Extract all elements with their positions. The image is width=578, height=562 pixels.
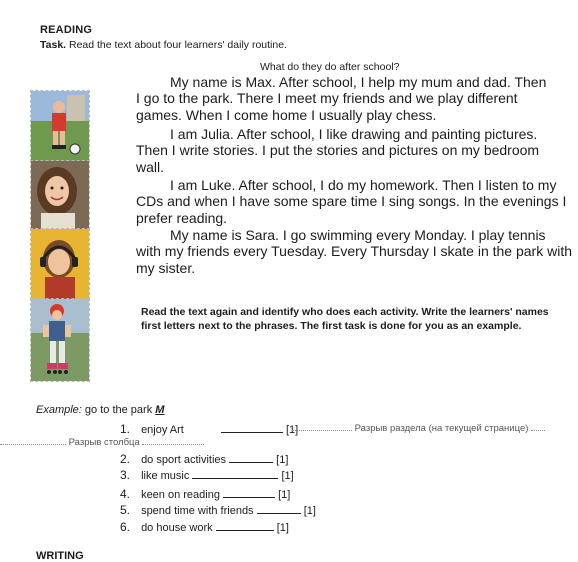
example-label: Example: xyxy=(36,404,82,416)
text-line: I go to the park. There I meet my friends and we play different xyxy=(136,90,518,107)
boy-football-photo xyxy=(30,90,90,162)
item-phrase: like music xyxy=(141,470,190,482)
item-mark: [1] xyxy=(276,454,289,466)
text-line: wall. xyxy=(136,158,165,175)
paragraph-max xyxy=(136,74,578,123)
text-line: games. When I come home I usually play chess. xyxy=(136,106,437,123)
item-mark: [1] xyxy=(286,424,299,436)
text-line: my sister. xyxy=(136,259,196,276)
item-phrase: spend time with friends xyxy=(141,505,254,517)
task-text: Read the text about four learners' daily routine. xyxy=(69,39,287,51)
answer-item-2 xyxy=(120,452,288,466)
column-break-label: Разрыв столбца xyxy=(68,437,140,448)
item-mark: [1] xyxy=(281,470,294,482)
item-phrase: do house work xyxy=(141,522,213,534)
item-phrase: enjoy Art xyxy=(141,424,184,436)
instruction-line: Read the text again and identify who does each activity. Write the learners' names xyxy=(141,306,549,318)
example-line xyxy=(36,404,164,416)
answer-item-4 xyxy=(120,487,290,501)
text-line: with my friends every Tuesday. Every Thursday I skate in the park with xyxy=(136,243,572,260)
answer-blank[interactable] xyxy=(216,520,274,531)
task-label: Task. xyxy=(40,39,67,51)
item-phrase: keen on reading xyxy=(141,489,220,501)
item-number: 5. xyxy=(120,503,131,517)
text-line: My name is Max. After school, I help my mum and dad. Then xyxy=(170,74,547,90)
paragraph-julia xyxy=(136,126,578,175)
example-answer: M xyxy=(155,404,165,416)
item-number: 6. xyxy=(120,520,131,534)
exercise-instructions xyxy=(141,305,549,333)
answer-item-3 xyxy=(120,468,294,482)
answer-blank[interactable] xyxy=(192,468,278,479)
item-number: 1. xyxy=(120,422,131,436)
boy-rollerskates-photo xyxy=(30,298,90,382)
answer-blank[interactable] xyxy=(221,422,283,433)
boy-headphones-photo xyxy=(30,228,90,300)
task-instruction xyxy=(40,39,287,51)
item-number: 4. xyxy=(120,487,131,501)
paragraph-luke xyxy=(136,177,578,226)
answer-blank[interactable] xyxy=(223,487,275,498)
section-break-label: Разрыв раздела (на текущей странице) xyxy=(354,423,529,434)
text-line: prefer reading. xyxy=(136,209,228,226)
item-number: 3. xyxy=(120,468,131,482)
paragraph-sara xyxy=(136,227,578,276)
item-mark: [1] xyxy=(278,489,291,501)
text-line: I am Luke. After school, I do my homework. Then I listen to my xyxy=(170,177,557,193)
answer-item-6 xyxy=(120,520,289,534)
example-phrase: go to the park xyxy=(84,404,153,416)
item-mark: [1] xyxy=(276,522,289,534)
text-line: Then I write stories. I put the stories and pictures on my bedroom xyxy=(136,142,540,159)
item-phrase: do sport activities xyxy=(141,454,227,466)
text-title: What do they do after school? xyxy=(260,61,400,73)
section-heading: READING xyxy=(40,24,93,36)
text-line: My name is Sara. I go swimming every Monday. I play tennis xyxy=(170,227,546,243)
item-number: 2. xyxy=(120,452,131,466)
answer-item-5 xyxy=(120,503,316,517)
answer-item-1 xyxy=(120,422,298,436)
section-break-marker xyxy=(292,423,545,434)
answer-blank[interactable] xyxy=(229,452,273,463)
text-line: I am Julia. After school, I like drawing and painting pictures. xyxy=(170,126,538,142)
item-mark: [1] xyxy=(303,505,316,517)
instruction-line: first letters next to the phrases. The first task is done for you as an example. xyxy=(141,320,522,332)
next-section-heading: WRITING xyxy=(36,550,84,562)
column-break-marker xyxy=(0,437,204,448)
text-line: CDs and when I have some spare time I sing songs. In the evenings I xyxy=(136,193,567,210)
girl-smiling-photo xyxy=(30,160,90,230)
answer-blank[interactable] xyxy=(257,503,301,514)
